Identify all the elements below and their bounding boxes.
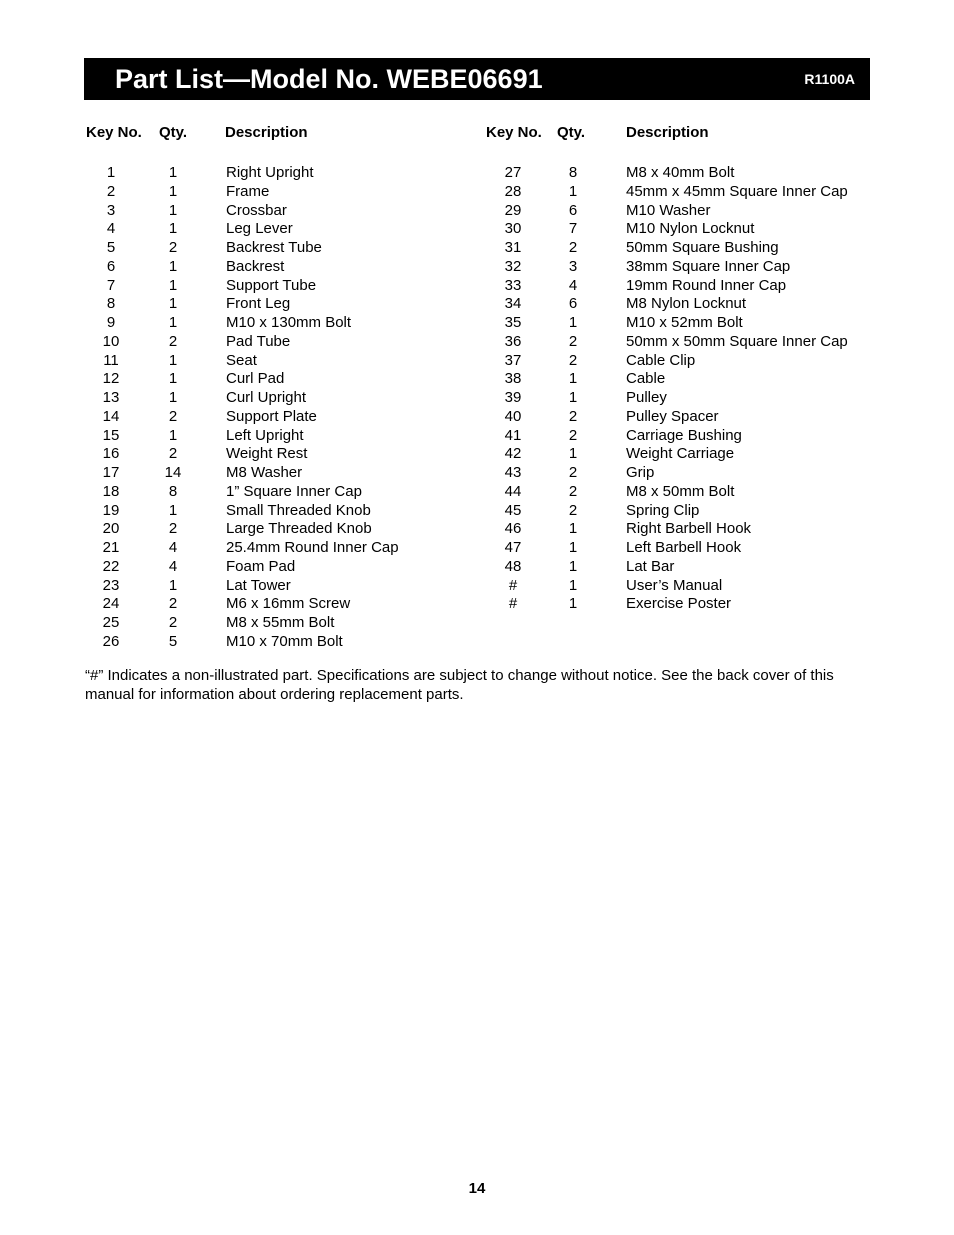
part-key-no: 19 (102, 501, 120, 519)
part-key-no: 2 (106, 182, 116, 200)
part-qty: 3 (568, 257, 578, 275)
part-row (486, 464, 876, 483)
column-header-row (86, 123, 476, 143)
part-qty: 1 (568, 370, 578, 388)
header-key-no: Key No. (486, 124, 542, 141)
part-qty: 1 (168, 389, 178, 406)
document-code: R1100A (804, 71, 855, 87)
part-key-no: 33 (504, 276, 522, 294)
title-bar (84, 58, 870, 100)
part-row (486, 277, 876, 296)
part-key-no: 31 (504, 239, 522, 256)
part-qty: 2 (168, 595, 178, 613)
part-row (86, 389, 476, 408)
part-qty: 1 (568, 182, 578, 200)
part-row (86, 220, 476, 239)
header-qty: Qty. (159, 124, 188, 141)
part-row (86, 595, 476, 614)
part-description: 45mm x 45mm Square Inner Cap (626, 182, 848, 200)
part-key-no: 47 (504, 539, 522, 556)
part-key-no: 6 (106, 257, 116, 275)
part-row (486, 558, 876, 577)
part-qty: 2 (168, 239, 178, 256)
part-description: 38mm Square Inner Cap (626, 257, 791, 275)
part-description: M6 x 16mm Screw (226, 595, 351, 613)
footnote: “#” Indicates a non-illustrated part. Specifications are subject to change without notice. See the back cover of this manual for information about ordering replacement parts. (85, 667, 834, 703)
part-key-no: 42 (504, 445, 522, 463)
part-description: Right Barbell Hook (626, 520, 752, 538)
part-row (86, 164, 476, 183)
part-key-no: 12 (102, 370, 120, 388)
part-row (486, 220, 876, 239)
part-qty: 1 (168, 201, 178, 219)
part-row (86, 258, 476, 277)
part-key-no: # (508, 576, 518, 594)
part-description: M8 x 50mm Bolt (626, 482, 735, 500)
part-qty: 2 (568, 464, 578, 481)
part-row (486, 595, 876, 614)
part-row (486, 389, 876, 408)
part-qty: 2 (568, 501, 578, 519)
part-description: Exercise Poster (626, 595, 732, 613)
part-qty: 4 (168, 539, 178, 556)
part-row (86, 427, 476, 446)
part-key-no: 18 (102, 482, 120, 500)
part-key-no: 27 (504, 164, 522, 181)
part-key-no: 43 (504, 464, 522, 481)
part-qty: 1 (168, 164, 178, 181)
part-row (86, 352, 476, 371)
part-qty: 1 (568, 389, 578, 406)
part-qty: 2 (168, 407, 178, 425)
part-description: M10 Washer (626, 201, 711, 219)
part-description: 50mm Square Bushing (626, 239, 779, 256)
part-row (86, 483, 476, 502)
part-qty: 8 (568, 164, 578, 181)
part-qty: 1 (168, 370, 178, 388)
part-row (86, 370, 476, 389)
part-qty: 1 (168, 295, 178, 313)
part-qty: 8 (168, 482, 178, 500)
part-qty: 1 (168, 276, 178, 294)
part-row (486, 577, 876, 596)
part-row (486, 239, 876, 258)
part-key-no: 15 (102, 426, 120, 444)
part-description: M10 Nylon Locknut (626, 220, 755, 238)
part-qty: 1 (568, 595, 578, 613)
parts-list-left (86, 164, 476, 652)
part-row (86, 539, 476, 558)
part-description: Backrest Tube (226, 239, 322, 256)
part-description: Seat (226, 351, 257, 369)
part-description: Grip (626, 464, 655, 481)
part-description: Pulley (626, 389, 667, 406)
part-description: Crossbar (226, 201, 287, 219)
part-key-no: 41 (504, 426, 522, 444)
part-row (486, 164, 876, 183)
part-description: Frame (226, 182, 270, 200)
header-description: Description (225, 124, 308, 141)
part-key-no: 29 (504, 201, 522, 219)
part-qty: 1 (568, 520, 578, 538)
part-row (86, 295, 476, 314)
part-row (86, 502, 476, 521)
parts-column-right (486, 123, 876, 613)
part-qty: 2 (568, 351, 578, 369)
part-description: Lat Tower (226, 576, 291, 594)
part-row (486, 258, 876, 277)
part-key-no: 10 (102, 332, 120, 350)
part-qty: 2 (568, 332, 578, 350)
part-description: Front Leg (226, 295, 291, 313)
part-description: Weight Rest (226, 445, 308, 463)
part-qty: 2 (168, 520, 178, 538)
part-description: Support Plate (226, 407, 317, 425)
header-qty: Qty. (557, 124, 586, 141)
parts-column-left (86, 123, 476, 650)
part-key-no: 44 (504, 482, 522, 500)
part-key-no: 48 (504, 557, 522, 575)
part-qty: 5 (168, 632, 178, 650)
part-row (486, 333, 876, 352)
part-row (486, 483, 876, 502)
part-key-no: 3 (106, 201, 116, 219)
part-qty: 6 (568, 201, 578, 219)
part-key-no: 16 (102, 445, 120, 463)
part-row (486, 502, 876, 521)
part-qty: 1 (568, 314, 578, 331)
part-qty: 2 (168, 445, 178, 463)
part-row (486, 520, 876, 539)
part-row (86, 408, 476, 427)
part-row (486, 370, 876, 389)
part-row (486, 295, 876, 314)
part-key-no: 26 (102, 632, 120, 650)
part-row (86, 614, 476, 633)
part-qty: 1 (168, 182, 178, 200)
part-row (486, 314, 876, 333)
part-key-no: 24 (102, 595, 120, 613)
header-description: Description (626, 124, 709, 141)
part-description: Carriage Bushing (626, 426, 742, 444)
part-qty: 4 (168, 557, 178, 575)
part-description: Curl Upright (226, 389, 307, 406)
part-description: Cable (626, 370, 666, 388)
part-description: Spring Clip (626, 501, 700, 519)
part-qty: 1 (168, 314, 178, 331)
part-key-no: 14 (102, 407, 120, 425)
part-description: M8 Washer (226, 464, 303, 481)
part-qty: 6 (568, 295, 578, 313)
part-key-no: 38 (504, 370, 522, 388)
part-description: Large Threaded Knob (226, 520, 372, 538)
part-description: Left Barbell Hook (626, 539, 742, 556)
part-description: Cable Clip (626, 351, 696, 369)
part-description: Left Upright (226, 426, 304, 444)
part-qty: 2 (568, 482, 578, 500)
part-key-no: 1 (106, 164, 116, 181)
part-row (486, 183, 876, 202)
part-key-no: 36 (504, 332, 522, 350)
part-description: M10 x 130mm Bolt (226, 314, 352, 331)
part-key-no: 23 (102, 576, 120, 594)
part-row (86, 314, 476, 333)
part-description: M8 Nylon Locknut (626, 295, 747, 313)
part-key-no: 32 (504, 257, 522, 275)
part-description: 25.4mm Round Inner Cap (226, 539, 399, 556)
part-description: 19mm Round Inner Cap (626, 276, 787, 294)
part-row (86, 239, 476, 258)
part-row (486, 202, 876, 221)
column-header-row (486, 123, 876, 143)
part-row (86, 577, 476, 596)
part-row (86, 633, 476, 652)
part-row (86, 558, 476, 577)
part-qty: 1 (568, 445, 578, 463)
header-key-no: Key No. (86, 124, 142, 141)
part-description: Pulley Spacer (626, 407, 719, 425)
part-description: Weight Carriage (626, 445, 735, 463)
part-description: 1” Square Inner Cap (226, 482, 362, 500)
part-key-no: 28 (504, 182, 522, 200)
part-key-no: 7 (106, 276, 116, 294)
part-description: Leg Lever (226, 220, 293, 238)
part-row (486, 408, 876, 427)
part-description: Backrest (226, 257, 285, 275)
part-qty: 1 (168, 501, 178, 519)
part-qty: 1 (168, 426, 178, 444)
part-qty: 1 (168, 220, 178, 238)
part-row (86, 445, 476, 464)
part-key-no: 13 (102, 389, 120, 406)
part-row (86, 183, 476, 202)
part-key-no: 35 (504, 314, 522, 331)
part-key-no: 4 (106, 220, 116, 238)
part-key-no: 40 (504, 407, 522, 425)
part-key-no: 8 (106, 295, 116, 313)
part-key-no: # (508, 595, 518, 613)
part-key-no: 9 (106, 314, 116, 331)
part-row (486, 539, 876, 558)
part-row (486, 427, 876, 446)
part-qty: 1 (168, 257, 178, 275)
part-description: Lat Bar (626, 557, 675, 575)
part-description: M10 x 52mm Bolt (626, 314, 743, 331)
part-qty: 1 (568, 539, 578, 556)
part-description: Small Threaded Knob (226, 501, 371, 519)
part-description: M8 x 55mm Bolt (226, 614, 335, 631)
parts-list-right (486, 164, 876, 614)
part-description: Foam Pad (226, 557, 296, 575)
part-key-no: 5 (106, 239, 116, 256)
part-row (86, 520, 476, 539)
part-description: Support Tube (226, 276, 317, 294)
part-row (86, 333, 476, 352)
page-title: Part List—Model No. WEBE06691 (115, 64, 543, 94)
part-row (486, 445, 876, 464)
part-qty: 1 (568, 557, 578, 575)
part-qty: 14 (164, 464, 182, 481)
part-qty: 2 (168, 614, 178, 631)
part-key-no: 34 (504, 295, 522, 313)
part-qty: 1 (168, 576, 178, 594)
part-description: 50mm x 50mm Square Inner Cap (626, 332, 848, 350)
part-key-no: 21 (102, 539, 120, 556)
part-row (86, 464, 476, 483)
part-key-no: 17 (102, 464, 120, 481)
part-key-no: 30 (504, 220, 522, 238)
part-qty: 4 (568, 276, 578, 294)
part-qty: 7 (568, 220, 578, 238)
part-key-no: 46 (504, 520, 522, 538)
part-description: M10 x 70mm Bolt (226, 632, 343, 650)
part-row (486, 352, 876, 371)
part-qty: 2 (568, 407, 578, 425)
part-qty: 1 (168, 351, 178, 369)
part-description: Right Upright (226, 164, 314, 181)
part-row (86, 202, 476, 221)
part-key-no: 25 (102, 614, 120, 631)
part-qty: 2 (568, 426, 578, 444)
page-number: 14 (468, 1180, 486, 1197)
part-description: Pad Tube (226, 332, 291, 350)
part-key-no: 45 (504, 501, 522, 519)
part-qty: 1 (568, 576, 578, 594)
part-qty: 2 (568, 239, 578, 256)
part-description: M8 x 40mm Bolt (626, 164, 735, 181)
part-row (86, 277, 476, 296)
part-description: User’s Manual (626, 576, 723, 594)
part-key-no: 11 (103, 351, 119, 369)
part-key-no: 22 (102, 557, 120, 575)
part-description: Curl Pad (226, 370, 285, 388)
part-key-no: 37 (504, 351, 522, 369)
part-key-no: 39 (504, 389, 522, 406)
part-key-no: 20 (102, 520, 120, 538)
part-qty: 2 (168, 332, 178, 350)
